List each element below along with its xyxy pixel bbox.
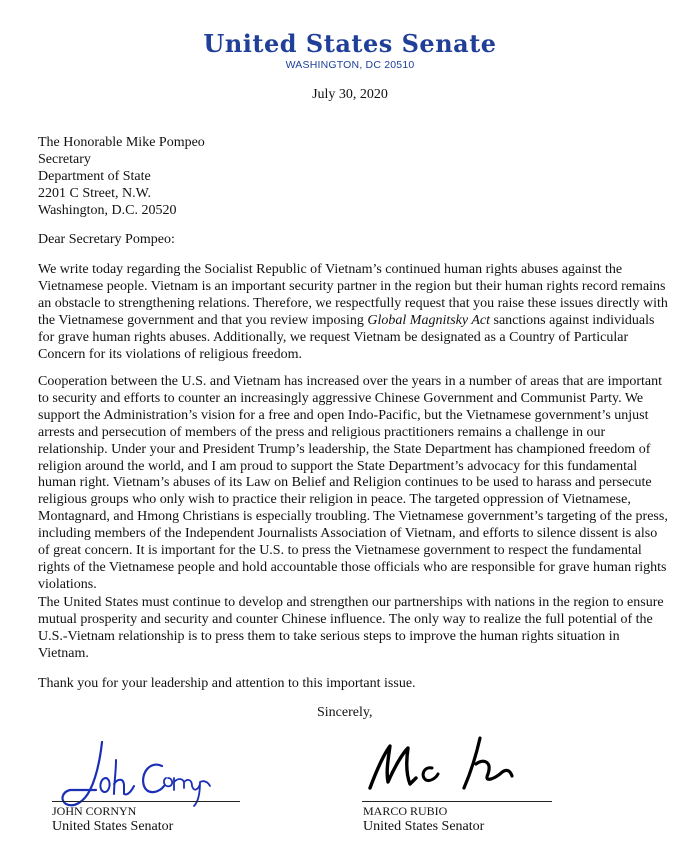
paragraph-text: We write today regarding the Socialist Republic of Vietnam’s continued human rights abuses against the Vietnamese people. Vietnam is an important security partner in the region but their human rights record remains an obstacle to strengthening relations. Therefore, we respectfully request that you raise these issues directly with the Vietnamese government and that you review imposing (38, 262, 668, 328)
body-paragraph: Thank you for your leadership and attention to this important issue. (38, 676, 416, 691)
recipient-line: Department of State (38, 169, 151, 184)
salutation: Dear Secretary Pompeo: (38, 232, 175, 247)
cornyn-signature (40, 738, 240, 810)
senate-title: United States Senate (203, 29, 497, 58)
recipient-address (38, 134, 205, 219)
recipient-line: The Honorable Mike Pompeo (38, 135, 205, 150)
body-paragraph (38, 262, 668, 363)
letter-date: July 30, 2020 (312, 87, 388, 102)
recipient-line: Secretary (38, 152, 91, 167)
signatory-name: JOHN CORNYN (52, 804, 137, 818)
act-name: Global Magnitsky Act (367, 312, 490, 328)
senate-city: WASHINGTON, DC 20510 (285, 59, 415, 71)
signature-line (362, 801, 552, 802)
signatory-title: United States Senator (52, 819, 174, 834)
body-paragraph: Cooperation between the U.S. and Vietnam has increased over the years in a number of areas that are important to security and efforts to counter an increasingly aggressive Chinese Government and Communist Party. We support the Administration’s vision for a free and open Indo-Pacific, but the Vietnamese government’s unjust arrests and persecution of members of the press and religious practitioners remains a challenge in our relationship. Under your and President Trump’s leadership, the State Department has championed freedom of religion around the world, and I am proud to support the State Department’s advocacy for this fundamental human right. Vietnam’s abuses of its Law on Belief and Religion continues to be used to harass and persecute religious groups who only wish to practice their religion in peace. The targeted oppression of Vietnamese, Montagnard, and Hmong Christians is especially troubling. The Vietnamese government’s targeting of the press, including members of the Independent Journalists Association of Vietnam, and efforts to silence dissent is also of great concern. It is important for the U.S. to press the Vietnamese government to respect the fundamental rights of the Vietnamese people and hold accountable those officials who are responsible for grave human rights violations. (38, 374, 668, 592)
signature-line (52, 801, 240, 802)
recipient-line: Washington, D.C. 20520 (38, 203, 177, 218)
rubio-signature (360, 730, 560, 802)
signatory-title: United States Senator (363, 819, 485, 834)
body-paragraph: The United States must continue to develop and strengthen our partnerships with nations in the region to ensure mutual prosperity and security and counter Chinese influence. The only way to realize the full potential of the U.S.-Vietnam relationship is to press them to take serious steps to improve the human rights situation in Vietnam. (38, 595, 664, 661)
closing: Sincerely, (317, 705, 373, 720)
paragraph-text: sanctions against individuals for grave human rights abuses. Additionally, we request Vietnam be designated as a Country of Particular Concern for its violations of religious freedom. (38, 312, 655, 362)
recipient-line: 2201 C Street, N.W. (38, 186, 152, 201)
letterhead (0, 30, 700, 71)
signatory-name: MARCO RUBIO (363, 804, 448, 818)
